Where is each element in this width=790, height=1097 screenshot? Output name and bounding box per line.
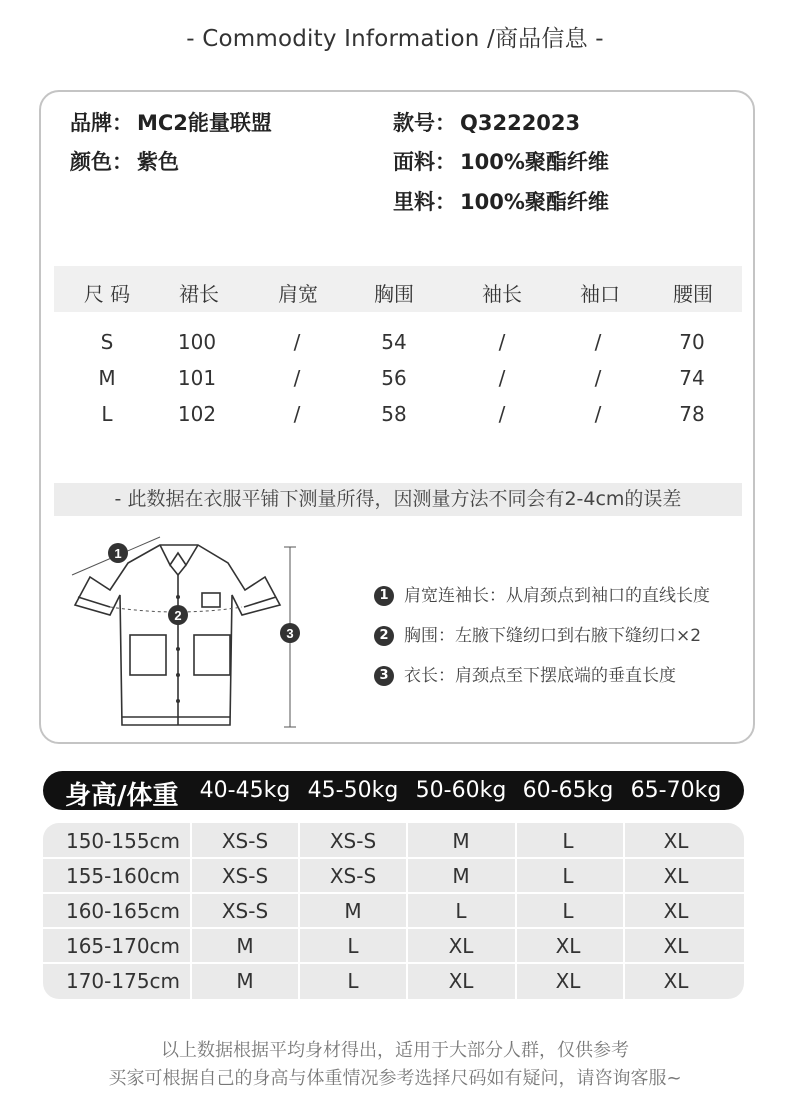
- size-cell: XL: [663, 934, 689, 958]
- table-cell: /: [594, 330, 602, 354]
- fabric-value: 100%聚酯纤维: [460, 150, 609, 174]
- footer-note-1: 以上数据根据平均身材得出，适用于大部分人群，仅供参考: [161, 1040, 629, 1061]
- header-shoulder: 肩宽: [278, 282, 318, 306]
- table-cell: 58: [381, 402, 407, 426]
- header-size: 尺 码: [83, 282, 131, 306]
- size-cell: XL: [663, 864, 689, 888]
- header-dress-length: 裙长: [179, 282, 219, 306]
- size-cell: L: [455, 899, 467, 923]
- size-cell: XS-S: [221, 829, 269, 853]
- height-weight-table: [43, 823, 744, 999]
- marker-3-label: 3: [286, 626, 294, 641]
- table-row: [43, 893, 744, 928]
- garment-diagram: [60, 535, 320, 735]
- legend-item-3: [374, 661, 676, 686]
- marker-1-label: 1: [114, 546, 122, 561]
- size-cell: M: [236, 969, 254, 993]
- table-cell: /: [594, 366, 602, 390]
- lining-value: 100%聚酯纤维: [460, 190, 609, 214]
- legend-number-2: 2: [374, 626, 394, 646]
- height-cell: 150-155cm: [65, 829, 181, 853]
- table-cell: 70: [679, 330, 705, 354]
- legend-item-1: [374, 581, 710, 606]
- legend-text-3: 衣长：肩颈点至下摆底端的垂直长度: [404, 666, 676, 686]
- size-table-header: [54, 266, 742, 312]
- size-cell: L: [347, 934, 359, 958]
- legend-text-2: 胸围：左腋下缝纫口到右腋下缝纫口×2: [404, 626, 702, 646]
- size-cell: XL: [448, 969, 474, 993]
- header-chest: 胸围: [374, 282, 414, 306]
- brand-value: MC2能量联盟: [137, 111, 272, 135]
- color-line: [70, 146, 179, 176]
- table-cell: /: [498, 330, 506, 354]
- table-cell: M: [98, 366, 116, 390]
- style-label: 款号：: [393, 111, 456, 135]
- table-row: [43, 963, 744, 998]
- table-cell: 54: [381, 330, 407, 354]
- table-row: [43, 858, 744, 893]
- weight-column-3: 50-60kg: [415, 778, 507, 803]
- size-cell: M: [344, 899, 362, 923]
- table-cell: S: [100, 330, 114, 354]
- size-cell: L: [562, 899, 574, 923]
- table-cell: /: [293, 330, 301, 354]
- legend-item-2: [374, 621, 701, 646]
- table-cell: 102: [177, 402, 217, 426]
- lining-line: [393, 186, 609, 216]
- footer-note-2: 买家可根据自己的身高与体重情况参考选择尺码如有疑问，请咨询客服~: [108, 1068, 682, 1089]
- size-cell: XL: [555, 934, 581, 958]
- height-cell: 165-170cm: [65, 934, 181, 958]
- table-cell: /: [293, 402, 301, 426]
- height-weight-header: [43, 771, 744, 810]
- size-cell: M: [452, 829, 470, 853]
- size-cell: XL: [663, 969, 689, 993]
- diagram-marker-3: [280, 623, 300, 643]
- size-cell: XS-S: [221, 899, 269, 923]
- table-row: [43, 928, 744, 963]
- style-value: Q3222023: [460, 111, 581, 135]
- brand-line: [70, 107, 272, 137]
- table-cell: /: [498, 402, 506, 426]
- height-weight-label: 身高/体重: [65, 781, 179, 811]
- brand-label: 品牌：: [70, 111, 133, 135]
- fabric-line: [393, 146, 609, 176]
- color-value: 紫色: [137, 150, 179, 174]
- diagram-marker-1: [108, 543, 128, 563]
- diagram-marker-2: [168, 605, 188, 625]
- table-cell: 100: [177, 330, 217, 354]
- height-cell: 170-175cm: [65, 969, 181, 993]
- size-cell: XS-S: [221, 864, 269, 888]
- table-cell: /: [594, 402, 602, 426]
- lining-label: 里料：: [393, 190, 456, 214]
- marker-2-label: 2: [174, 608, 182, 623]
- size-cell: XL: [448, 934, 474, 958]
- table-cell: 74: [679, 366, 705, 390]
- legend-number-3: 3: [374, 666, 394, 686]
- table-cell: /: [498, 366, 506, 390]
- table-cell: /: [293, 366, 301, 390]
- measurement-note: - 此数据在衣服平铺下测量所得，因测量方法不同会有2-4cm的误差: [54, 483, 742, 516]
- height-cell: 160-165cm: [65, 899, 181, 923]
- table-cell: L: [101, 402, 113, 426]
- weight-column-2: 45-50kg: [307, 778, 399, 803]
- legend-number-1: 1: [374, 586, 394, 606]
- size-cell: L: [562, 829, 574, 853]
- style-line: [393, 107, 580, 137]
- table-row: [43, 823, 744, 858]
- header-sleeve-length: 袖长: [482, 282, 522, 306]
- table-cell: 56: [381, 366, 407, 390]
- fabric-label: 面料：: [393, 150, 456, 174]
- size-cell: XL: [663, 899, 689, 923]
- weight-column-5: 65-70kg: [630, 778, 722, 803]
- weight-column-1: 40-45kg: [199, 778, 291, 803]
- size-cell: M: [236, 934, 254, 958]
- size-cell: L: [562, 864, 574, 888]
- color-label: 颜色：: [70, 150, 133, 174]
- header-waist: 腰围: [673, 282, 713, 306]
- size-cell: XL: [555, 969, 581, 993]
- height-cell: 155-160cm: [65, 864, 181, 888]
- table-cell: 78: [679, 402, 705, 426]
- legend-text-1: 肩宽连袖长：从肩颈点到袖口的直线长度: [404, 586, 710, 606]
- size-cell: XL: [663, 829, 689, 853]
- size-cell: XS-S: [329, 864, 377, 888]
- page-title: - Commodity Information /商品信息 -: [186, 26, 604, 52]
- header-cuff: 袖口: [580, 282, 620, 306]
- size-cell: M: [452, 864, 470, 888]
- table-cell: 101: [177, 366, 217, 390]
- size-cell: XS-S: [329, 829, 377, 853]
- size-cell: L: [347, 969, 359, 993]
- weight-column-4: 60-65kg: [522, 778, 614, 803]
